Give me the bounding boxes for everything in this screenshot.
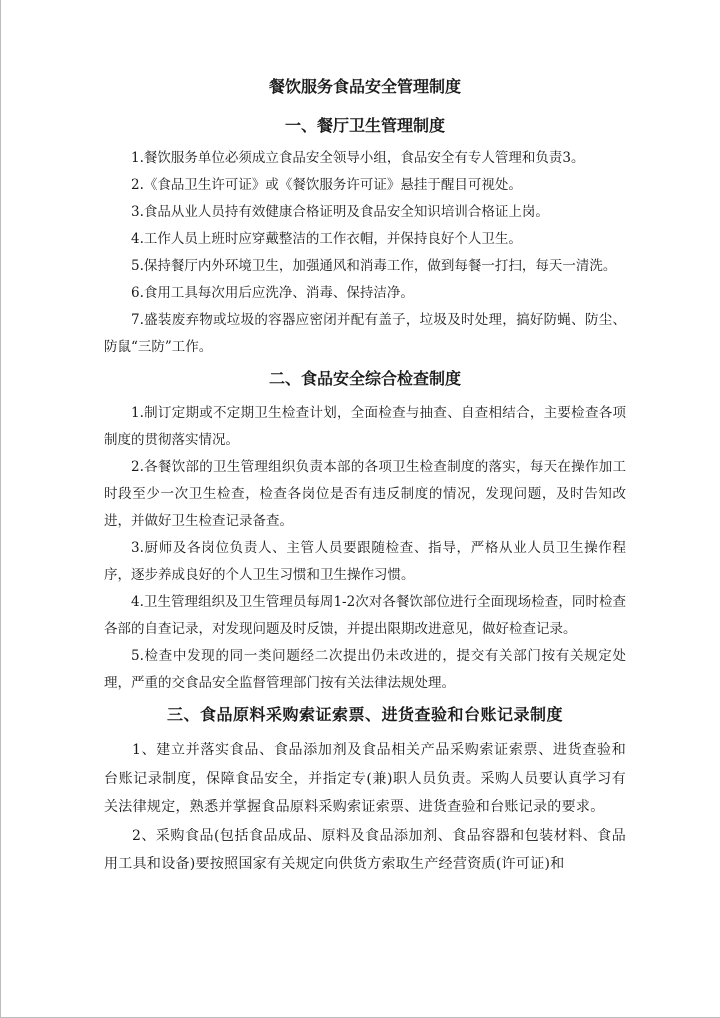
paragraph: 3.食品从业人员持有效健康合格证明及食品安全知识培训合格证上岗。 xyxy=(131,204,549,220)
paragraph: 1、建立并落实食品、食品添加剂及食品相关产品采购索证索票、进货查验和台账记录制度，保障食品安全，并指定专(兼)职人员负责。采购人员要认真学习有关法律规定，熟悉并掌握食品原料采购索证索票、进货查验和台账记录的要求。 xyxy=(104,742,626,815)
paragraph: 2、采购食品(包括食品成品、原料及食品添加剂、食品容器和包装材料、食品用工具和设备)要按照国家有关规定向供货方索取生产经营资质(许可证)和 xyxy=(104,827,626,872)
paragraph: 1.餐饮服务单位必须成立食品安全领导小组，食品安全有专人管理和负责3。 xyxy=(131,150,585,166)
paragraph: 3.厨师及各岗位负责人、主管人员要跟随检查、指导，严格从业人员卫生操作程序，逐步养成良好的个人卫生习惯和卫生操作习惯。 xyxy=(104,540,626,583)
document-title: 餐饮服务食品安全管理制度 xyxy=(268,77,461,96)
paragraph: 2.《食品卫生许可证》或《餐饮服务许可证》悬挂于醒目可视处。 xyxy=(131,177,522,193)
section-title: 二、食品安全综合检查制度 xyxy=(268,369,461,388)
paragraph: 4.工作人员上班时应穿戴整洁的工作衣帽，并保持良好个人卫生。 xyxy=(131,231,522,247)
paragraph: 5.保持餐厅内外环境卫生，加强通风和消毒工作，做到每餐一打扫，每天一清洗。 xyxy=(131,258,617,274)
section-procurement-records xyxy=(104,701,626,879)
paragraph: 2.各餐饮部的卫生管理组织负责本部的各项卫生检查制度的落实，每天在操作加工时段至少一次卫生检查，检查各岗位是否有违反制度的情况，发现问题，及时告知改进，并做好卫生检查记录备查。 xyxy=(104,459,626,529)
section-title: 三、食品原料采购索证索票、进货查验和台账记录制度 xyxy=(166,705,563,724)
paragraph: 4.卫生管理组织及卫生管理员每周1-2次对各餐饮部位进行全面现场检查，同时检查各部的自查记录，对发现问题及时反馈，并提出限期改进意见，做好检查记录。 xyxy=(104,594,626,637)
section-title: 一、餐厅卫生管理制度 xyxy=(284,116,445,135)
paragraph: 6.食用工具每次用后应洗净、消毒、保持洁净。 xyxy=(131,285,414,301)
section-dining-hygiene xyxy=(104,112,626,361)
section-safety-inspection xyxy=(104,365,626,697)
document-body xyxy=(104,74,626,879)
paragraph: 7.盛装废弃物或垃圾的容器应密闭并配有盖子，垃圾及时处理，搞好防蝇、防尘、防鼠“三防”工作。 xyxy=(104,312,626,355)
paragraph: 1.制订定期或不定期卫生检查计划，全面检查与抽查、自查相结合，主要检查各项制度的贯彻落实情况。 xyxy=(104,405,626,448)
paragraph: 5.检查中发现的同一类问题经二次提出仍未改进的，提交有关部门按有关规定处理，严重的交食品安全监督管理部门按有关法律法规处理。 xyxy=(104,648,626,691)
